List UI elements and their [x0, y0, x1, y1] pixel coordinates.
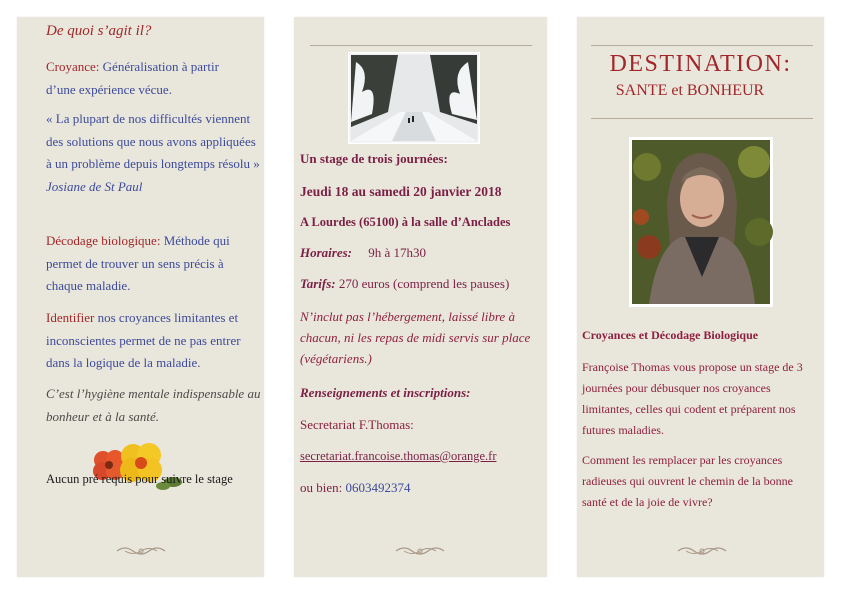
hebergement-note: N’inclut pas l’hébergement, laissé libre à chacun, ni les repas de midi servis sur place (végétariens.) [300, 309, 531, 366]
panel1-title: De quoi s’agit il? [46, 23, 152, 39]
decodage-label: Décodage biologique: [46, 233, 161, 248]
ornament-icon [676, 544, 728, 558]
prerequis-text: Aucun pré requis pour suivre le stage [46, 472, 233, 486]
title-divider [591, 118, 813, 119]
portrait-photo [629, 137, 773, 307]
identifier-label: Identifier [46, 310, 95, 325]
decodage-definition [46, 230, 251, 298]
destination-subtitle: SANTE et BONHEUR [615, 82, 765, 99]
top-divider [310, 45, 532, 46]
phone-number[interactable]: 0603492374 [345, 480, 411, 495]
top-divider [591, 45, 813, 46]
tarifs-label: Tarifs: [300, 276, 336, 291]
right-panel [577, 17, 824, 577]
ornament-icon [115, 544, 167, 558]
croyances-heading: Croyances et Décodage Biologique [582, 328, 759, 342]
stage-dates: Jeudi 18 au samedi 20 janvier 2018 [300, 184, 502, 199]
middle-panel [294, 17, 547, 577]
croyance-label: Croyance: [46, 59, 100, 74]
identifier-text: nos croyances limitantes et inconscientes permet de ne pas entrer dans la logique de la maladie. [46, 310, 241, 370]
horaires-value: 9h à 17h30 [368, 245, 427, 260]
identifier-block [46, 307, 256, 375]
secretariat-label: Secretariat F.Thomas: [300, 417, 414, 432]
tarifs-line [300, 276, 509, 292]
quote-block [46, 108, 261, 198]
croyance-text: Généralisation à partir d’une expérience vécue. [46, 59, 219, 97]
stage-title: Un stage de trois journées: [300, 151, 448, 166]
stage-location: A Lourdes (65100) à la salle d’Anclades [300, 215, 511, 229]
ornament-icon [394, 544, 446, 558]
hygiene-text: C’est l’hygiène mentale indispensable au bonheur et à la santé. [46, 386, 261, 424]
renseignements-heading: Renseignements et inscriptions: [300, 385, 471, 400]
destination-title: DESTINATION: [609, 51, 792, 77]
phone-line [300, 480, 411, 496]
croyance-definition [46, 56, 246, 101]
horaires-label: Horaires: [300, 245, 352, 260]
email-link[interactable]: secretariat.francoise.thomas@orange.fr [300, 449, 497, 463]
left-panel [17, 17, 264, 577]
snowy-forest-photo [348, 52, 480, 144]
intro-paragraph: Françoise Thomas vous propose un stage de 3 journées pour débusquer nos croyances limitantes, celles qui codent et préparent nos futures maladies. [582, 360, 803, 437]
decodage-text: Méthode qui permet de trouver un sens précis à chaque maladie. [46, 233, 230, 293]
tarifs-value: 270 euros (comprend les pauses) [338, 276, 510, 291]
horaires-line [300, 245, 426, 261]
closing-paragraph: Comment les remplacer par les croyances radieuses qui ouvrent le chemin de la bonne santé et de la joie de vivre? [582, 453, 793, 509]
quote-text: « La plupart de nos difficultés viennent des solutions que nous avons appliquées à un problème depuis longtemps résolu » [46, 111, 260, 171]
phone-prefix: ou bien: [300, 480, 343, 495]
quote-author: Josiane de St Paul [46, 178, 143, 194]
